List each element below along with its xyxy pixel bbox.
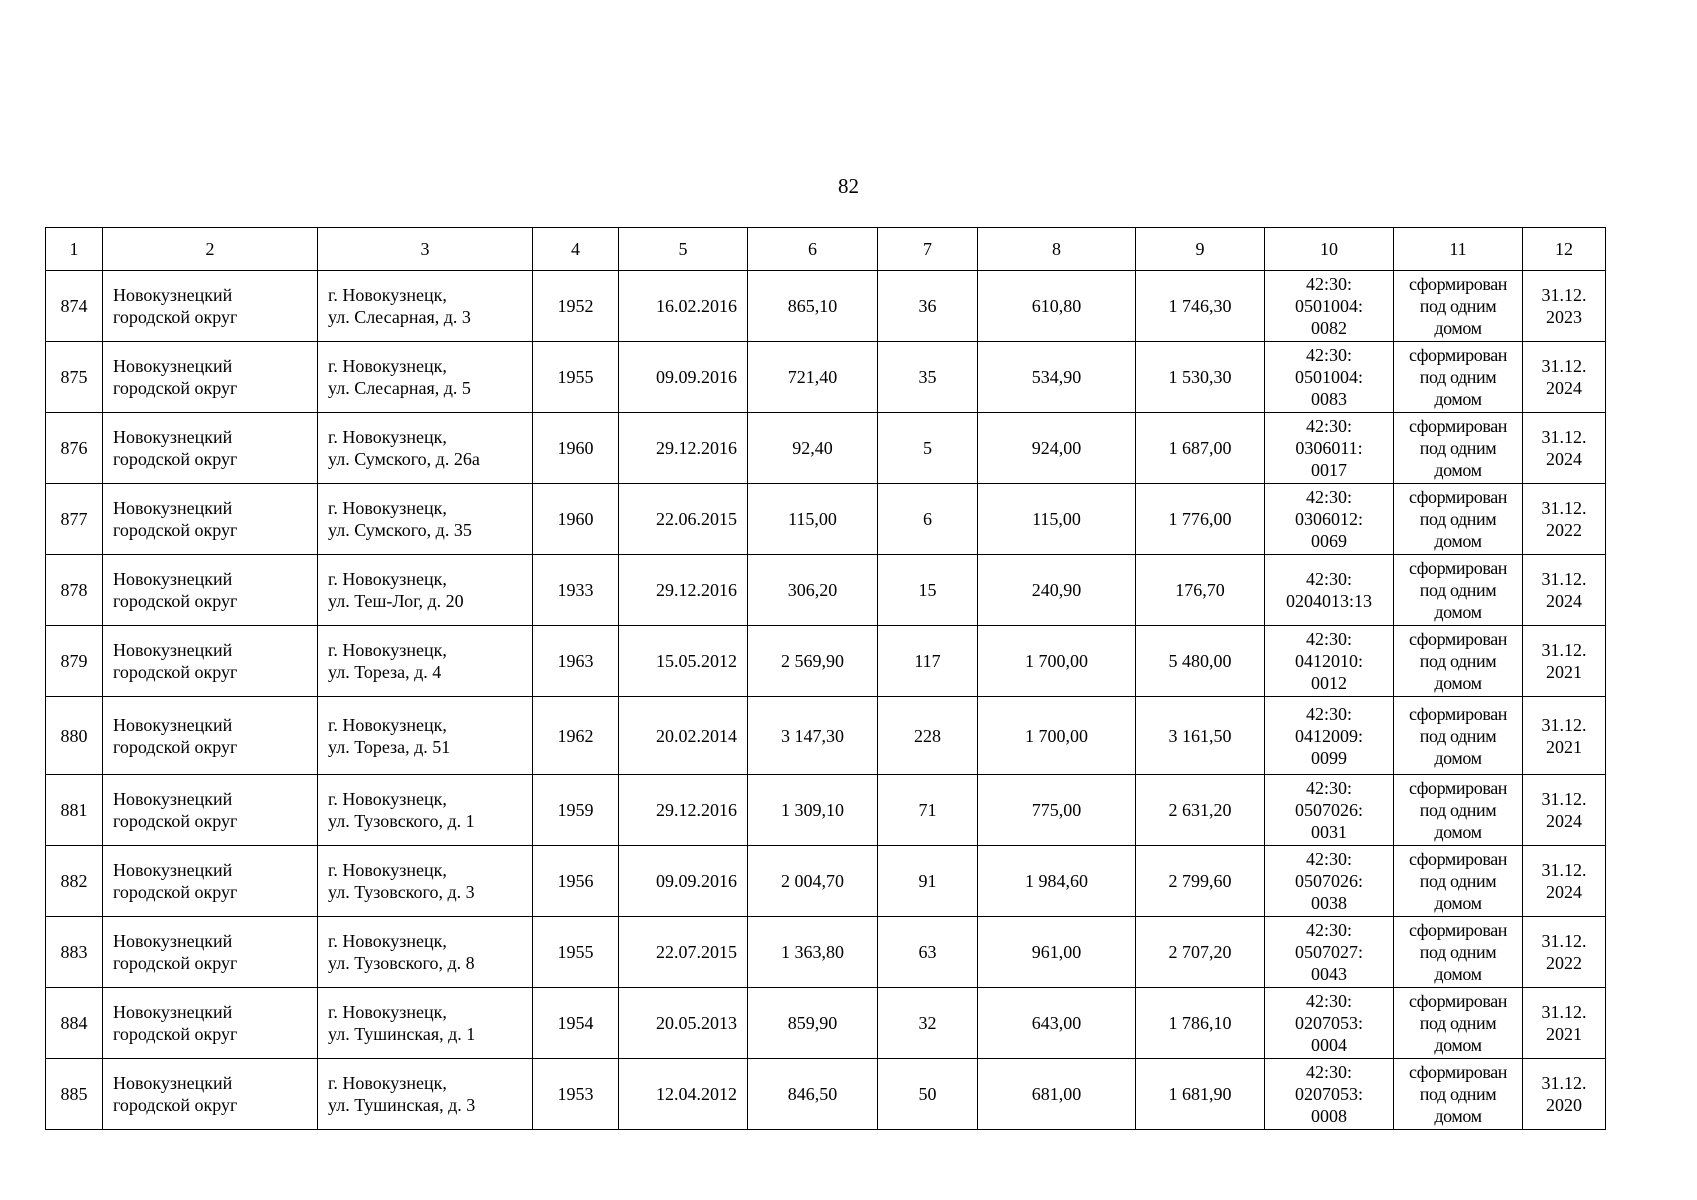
date: 09.09.2016 — [619, 846, 748, 917]
table-row — [46, 917, 1606, 988]
address: г. Новокузнецк, ул. Тушинская, д. 1 — [318, 988, 533, 1059]
address: г. Новокузнецк, ул. Слесарная, д. 3 — [318, 271, 533, 342]
build-year: 1962 — [533, 697, 619, 775]
row-number: 874 — [46, 271, 103, 342]
build-year: 1959 — [533, 775, 619, 846]
table-row — [46, 988, 1606, 1059]
build-year: 1933 — [533, 555, 619, 626]
municipality: Новокузнецкий городской округ — [103, 1059, 318, 1130]
value-col-9: 1 687,00 — [1136, 413, 1265, 484]
row-number: 879 — [46, 626, 103, 697]
date: 22.07.2015 — [619, 917, 748, 988]
row-number: 881 — [46, 775, 103, 846]
land-status: сформирован под одним домом — [1394, 342, 1523, 413]
build-year: 1955 — [533, 342, 619, 413]
column-header: 7 — [878, 228, 978, 271]
cadastral-number: 42:30: 0207053: 0004 — [1265, 988, 1394, 1059]
value-col-6: 859,90 — [748, 988, 878, 1059]
column-header: 3 — [318, 228, 533, 271]
municipality: Новокузнецкий городской округ — [103, 555, 318, 626]
land-status: сформирован под одним домом — [1394, 1059, 1523, 1130]
row-number: 883 — [46, 917, 103, 988]
column-header: 11 — [1394, 228, 1523, 271]
cadastral-number: 42:30: 0507027: 0043 — [1265, 917, 1394, 988]
cadastral-number: 42:30: 0204013:13 — [1265, 555, 1394, 626]
table-row — [46, 413, 1606, 484]
value-col-6: 306,20 — [748, 555, 878, 626]
value-col-6: 3 147,30 — [748, 697, 878, 775]
value-col-6: 1 363,80 — [748, 917, 878, 988]
address: г. Новокузнецк, ул. Тореза, д. 51 — [318, 697, 533, 775]
row-number: 877 — [46, 484, 103, 555]
cadastral-number: 42:30: 0306012: 0069 — [1265, 484, 1394, 555]
land-status: сформирован под одним домом — [1394, 271, 1523, 342]
date: 29.12.2016 — [619, 413, 748, 484]
build-year: 1955 — [533, 917, 619, 988]
cadastral-number: 42:30: 0412009: 0099 — [1265, 697, 1394, 775]
date: 12.04.2012 — [619, 1059, 748, 1130]
value-col-7: 91 — [878, 846, 978, 917]
value-col-8: 534,90 — [978, 342, 1136, 413]
table-row — [46, 697, 1606, 775]
cadastral-number: 42:30: 0507026: 0031 — [1265, 775, 1394, 846]
value-col-9: 3 161,50 — [1136, 697, 1265, 775]
value-col-8: 240,90 — [978, 555, 1136, 626]
column-header: 1 — [46, 228, 103, 271]
date: 20.02.2014 — [619, 697, 748, 775]
value-col-7: 32 — [878, 988, 978, 1059]
date: 09.09.2016 — [619, 342, 748, 413]
value-col-9: 1 530,30 — [1136, 342, 1265, 413]
housing-register-table — [45, 227, 1606, 1130]
row-number: 880 — [46, 697, 103, 775]
row-number: 875 — [46, 342, 103, 413]
value-col-7: 63 — [878, 917, 978, 988]
build-year: 1963 — [533, 626, 619, 697]
column-header: 2 — [103, 228, 318, 271]
value-col-9: 2 631,20 — [1136, 775, 1265, 846]
land-status: сформирован под одним домом — [1394, 917, 1523, 988]
table-row — [46, 342, 1606, 413]
value-col-7: 15 — [878, 555, 978, 626]
cadastral-number: 42:30: 0412010: 0012 — [1265, 626, 1394, 697]
value-col-6: 846,50 — [748, 1059, 878, 1130]
value-col-9: 1 776,00 — [1136, 484, 1265, 555]
value-col-9: 5 480,00 — [1136, 626, 1265, 697]
address: г. Новокузнецк, ул. Тореза, д. 4 — [318, 626, 533, 697]
value-col-9: 1 786,10 — [1136, 988, 1265, 1059]
row-number: 876 — [46, 413, 103, 484]
address: г. Новокузнецк, ул. Слесарная, д. 5 — [318, 342, 533, 413]
deadline: 31.12. 2023 — [1523, 271, 1606, 342]
municipality: Новокузнецкий городской округ — [103, 484, 318, 555]
deadline: 31.12. 2024 — [1523, 775, 1606, 846]
row-number: 882 — [46, 846, 103, 917]
land-status: сформирован под одним домом — [1394, 626, 1523, 697]
value-col-8: 610,80 — [978, 271, 1136, 342]
address: г. Новокузнецк, ул. Сумского, д. 35 — [318, 484, 533, 555]
value-col-6: 115,00 — [748, 484, 878, 555]
value-col-6: 92,40 — [748, 413, 878, 484]
deadline: 31.12. 2021 — [1523, 697, 1606, 775]
municipality: Новокузнецкий городской округ — [103, 917, 318, 988]
address: г. Новокузнецк, ул. Тузовского, д. 1 — [318, 775, 533, 846]
cadastral-number: 42:30: 0501004: 0082 — [1265, 271, 1394, 342]
page-number: 82 — [838, 174, 859, 198]
value-col-7: 50 — [878, 1059, 978, 1130]
municipality: Новокузнецкий городской округ — [103, 846, 318, 917]
address: г. Новокузнецк, ул. Сумского, д. 26а — [318, 413, 533, 484]
date: 29.12.2016 — [619, 775, 748, 846]
value-col-7: 35 — [878, 342, 978, 413]
column-header: 6 — [748, 228, 878, 271]
municipality: Новокузнецкий городской округ — [103, 271, 318, 342]
build-year: 1953 — [533, 1059, 619, 1130]
build-year: 1956 — [533, 846, 619, 917]
value-col-9: 1 681,90 — [1136, 1059, 1265, 1130]
build-year: 1954 — [533, 988, 619, 1059]
address: г. Новокузнецк, ул. Тушинская, д. 3 — [318, 1059, 533, 1130]
build-year: 1960 — [533, 413, 619, 484]
table-row — [46, 555, 1606, 626]
date: 22.06.2015 — [619, 484, 748, 555]
table-row — [46, 1059, 1606, 1130]
column-header: 5 — [619, 228, 748, 271]
value-col-6: 721,40 — [748, 342, 878, 413]
table-row — [46, 846, 1606, 917]
value-col-9: 176,70 — [1136, 555, 1265, 626]
value-col-6: 865,10 — [748, 271, 878, 342]
value-col-8: 1 700,00 — [978, 626, 1136, 697]
deadline: 31.12. 2021 — [1523, 988, 1606, 1059]
value-col-7: 5 — [878, 413, 978, 484]
deadline: 31.12. 2024 — [1523, 846, 1606, 917]
column-header: 10 — [1265, 228, 1394, 271]
column-header: 4 — [533, 228, 619, 271]
row-number: 885 — [46, 1059, 103, 1130]
table-row — [46, 484, 1606, 555]
value-col-8: 1 984,60 — [978, 846, 1136, 917]
build-year: 1960 — [533, 484, 619, 555]
deadline: 31.12. 2022 — [1523, 484, 1606, 555]
value-col-8: 1 700,00 — [978, 697, 1136, 775]
date: 15.05.2012 — [619, 626, 748, 697]
table-row — [46, 775, 1606, 846]
cadastral-number: 42:30: 0501004: 0083 — [1265, 342, 1394, 413]
value-col-6: 2 569,90 — [748, 626, 878, 697]
value-col-6: 1 309,10 — [748, 775, 878, 846]
municipality: Новокузнецкий городской округ — [103, 697, 318, 775]
value-col-8: 681,00 — [978, 1059, 1136, 1130]
row-number: 878 — [46, 555, 103, 626]
municipality: Новокузнецкий городской округ — [103, 413, 318, 484]
value-col-9: 1 746,30 — [1136, 271, 1265, 342]
value-col-8: 775,00 — [978, 775, 1136, 846]
cadastral-number: 42:30: 0207053: 0008 — [1265, 1059, 1394, 1130]
column-number-header-row — [46, 228, 1606, 271]
column-header: 9 — [1136, 228, 1265, 271]
land-status: сформирован под одним домом — [1394, 555, 1523, 626]
municipality: Новокузнецкий городской округ — [103, 626, 318, 697]
value-col-8: 924,00 — [978, 413, 1136, 484]
municipality: Новокузнецкий городской округ — [103, 775, 318, 846]
land-status: сформирован под одним домом — [1394, 484, 1523, 555]
address: г. Новокузнецк, ул. Тузовского, д. 3 — [318, 846, 533, 917]
row-number: 884 — [46, 988, 103, 1059]
value-col-7: 117 — [878, 626, 978, 697]
value-col-7: 36 — [878, 271, 978, 342]
value-col-8: 961,00 — [978, 917, 1136, 988]
municipality: Новокузнецкий городской округ — [103, 988, 318, 1059]
deadline: 31.12. 2024 — [1523, 555, 1606, 626]
land-status: сформирован под одним домом — [1394, 846, 1523, 917]
value-col-8: 643,00 — [978, 988, 1136, 1059]
date: 20.05.2013 — [619, 988, 748, 1059]
land-status: сформирован под одним домом — [1394, 775, 1523, 846]
column-header: 8 — [978, 228, 1136, 271]
date: 29.12.2016 — [619, 555, 748, 626]
land-status: сформирован под одним домом — [1394, 697, 1523, 775]
cadastral-number: 42:30: 0306011: 0017 — [1265, 413, 1394, 484]
value-col-7: 6 — [878, 484, 978, 555]
address: г. Новокузнецк, ул. Теш-Лог, д. 20 — [318, 555, 533, 626]
date: 16.02.2016 — [619, 271, 748, 342]
table-row — [46, 626, 1606, 697]
value-col-6: 2 004,70 — [748, 846, 878, 917]
deadline: 31.12. 2020 — [1523, 1059, 1606, 1130]
address: г. Новокузнецк, ул. Тузовского, д. 8 — [318, 917, 533, 988]
land-status: сформирован под одним домом — [1394, 988, 1523, 1059]
deadline: 31.12. 2024 — [1523, 342, 1606, 413]
deadline: 31.12. 2024 — [1523, 413, 1606, 484]
value-col-7: 71 — [878, 775, 978, 846]
value-col-9: 2 707,20 — [1136, 917, 1265, 988]
value-col-7: 228 — [878, 697, 978, 775]
build-year: 1952 — [533, 271, 619, 342]
municipality: Новокузнецкий городской округ — [103, 342, 318, 413]
cadastral-number: 42:30: 0507026: 0038 — [1265, 846, 1394, 917]
deadline: 31.12. 2021 — [1523, 626, 1606, 697]
deadline: 31.12. 2022 — [1523, 917, 1606, 988]
value-col-9: 2 799,60 — [1136, 846, 1265, 917]
column-header: 12 — [1523, 228, 1606, 271]
table-row — [46, 271, 1606, 342]
value-col-8: 115,00 — [978, 484, 1136, 555]
land-status: сформирован под одним домом — [1394, 413, 1523, 484]
